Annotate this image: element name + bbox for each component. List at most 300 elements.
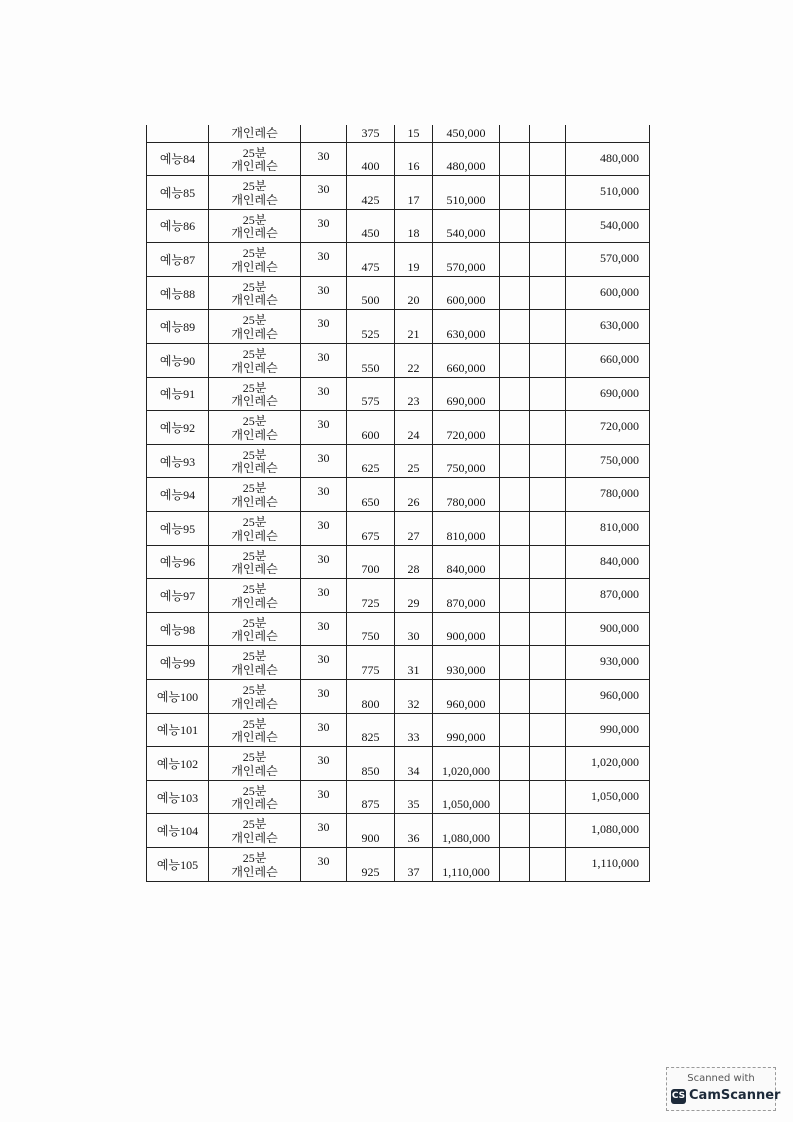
lesson-duration: 25분	[242, 750, 267, 765]
empty-cell	[500, 478, 530, 512]
lesson-duration: 25분	[242, 212, 267, 227]
lesson-duration: 25분	[242, 145, 267, 160]
total-value: 1,050,000	[591, 788, 639, 803]
points-value: 725	[361, 595, 380, 610]
amount-value: 570,000	[446, 259, 486, 274]
members-cell	[301, 680, 347, 714]
code-cell	[147, 243, 209, 277]
members-cell	[301, 847, 347, 881]
row-code: 예능102	[156, 756, 199, 771]
points-cell	[347, 411, 395, 445]
amount-cell	[433, 176, 500, 210]
total-value: 540,000	[600, 217, 639, 232]
months-value: 25	[407, 461, 420, 476]
members-cell	[301, 579, 347, 613]
months-cell	[395, 847, 433, 881]
amount-cell	[433, 411, 500, 445]
points-cell	[347, 377, 395, 411]
row-code: 예능104	[156, 824, 199, 839]
amount-value: 630,000	[446, 327, 486, 342]
lesson-duration: 25분	[242, 246, 267, 261]
points-cell	[347, 545, 395, 579]
total-cell	[566, 125, 650, 142]
watermark-caption: Scanned with	[687, 1073, 755, 1084]
amount-value: 840,000	[446, 562, 486, 577]
table-row	[147, 579, 650, 613]
points-cell	[347, 478, 395, 512]
empty-cell	[500, 780, 530, 814]
points-cell	[347, 310, 395, 344]
code-cell	[147, 713, 209, 747]
row-code: 예능86	[159, 219, 196, 234]
members-value: 30	[317, 853, 330, 868]
table-row	[147, 344, 650, 378]
empty-cell	[500, 579, 530, 613]
members-value: 30	[317, 719, 330, 734]
type-cell	[209, 545, 301, 579]
points-value: 600	[361, 427, 380, 442]
members-value: 30	[317, 282, 330, 297]
code-cell	[147, 512, 209, 546]
lesson-type: 개인레슨	[231, 495, 278, 510]
table-row	[147, 545, 650, 579]
type-cell	[209, 344, 301, 378]
empty-cell	[500, 646, 530, 680]
code-cell	[147, 276, 209, 310]
table-row	[147, 646, 650, 680]
lesson-type: 개인레슨	[231, 663, 278, 677]
amount-value: 480,000	[446, 159, 486, 174]
code-cell	[147, 747, 209, 781]
members-cell	[301, 814, 347, 848]
months-value: 34	[407, 763, 420, 778]
amount-cell	[433, 847, 500, 881]
empty-cell	[500, 377, 530, 411]
empty-cell	[530, 377, 566, 411]
points-value: 550	[361, 360, 380, 375]
table-row	[147, 142, 650, 176]
members-value: 30	[317, 686, 330, 700]
members-cell	[301, 713, 347, 747]
amount-cell	[433, 243, 500, 277]
lesson-type: 개인레슨	[231, 226, 278, 241]
type-cell	[209, 780, 301, 814]
empty-cell	[530, 612, 566, 646]
total-cell	[566, 512, 650, 546]
months-value: 17	[407, 192, 420, 207]
amount-cell	[433, 344, 500, 378]
months-value: 20	[407, 293, 420, 308]
months-cell	[395, 377, 433, 411]
empty-cell	[500, 847, 530, 881]
lesson-type: 개인레슨	[231, 427, 278, 442]
amount-value: 720,000	[446, 427, 486, 442]
empty-cell	[500, 512, 530, 546]
type-cell	[209, 512, 301, 546]
empty-cell	[530, 680, 566, 714]
months-cell	[395, 243, 433, 277]
members-value: 30	[317, 820, 330, 835]
members-cell	[301, 125, 347, 142]
lesson-type: 개인레슨	[231, 830, 278, 845]
points-value: 575	[361, 394, 380, 409]
members-cell	[301, 344, 347, 378]
table-row	[147, 780, 650, 814]
row-code: 예능100	[156, 689, 199, 704]
row-code: 예능88	[159, 286, 196, 301]
months-cell	[395, 276, 433, 310]
lesson-duration: 25분	[242, 179, 267, 194]
points-cell	[347, 814, 395, 848]
type-cell	[209, 747, 301, 781]
members-cell	[301, 142, 347, 176]
points-cell	[347, 680, 395, 714]
empty-cell	[530, 142, 566, 176]
table-row	[147, 847, 650, 881]
lesson-duration: 25분	[242, 649, 267, 664]
total-value: 1,110,000	[591, 855, 639, 870]
members-cell	[301, 612, 347, 646]
total-cell	[566, 612, 650, 646]
members-value: 30	[317, 450, 330, 465]
months-cell	[395, 344, 433, 378]
members-value: 30	[317, 618, 330, 633]
members-value: 30	[317, 786, 330, 801]
months-value: 28	[407, 562, 420, 577]
members-cell	[301, 478, 347, 512]
lesson-type: 개인레슨	[231, 192, 278, 207]
row-code: 예능91	[159, 387, 196, 402]
points-cell	[347, 780, 395, 814]
points-value: 375	[361, 125, 380, 140]
amount-value: 540,000	[446, 226, 486, 241]
type-cell	[209, 310, 301, 344]
empty-cell	[500, 814, 530, 848]
members-value: 30	[317, 148, 330, 163]
row-code: 예능101	[156, 723, 199, 738]
amount-value: 930,000	[446, 663, 486, 677]
type-cell	[209, 377, 301, 411]
code-cell	[147, 680, 209, 714]
members-cell	[301, 512, 347, 546]
fee-table	[146, 125, 650, 882]
table-row-partial	[147, 125, 650, 142]
amount-value: 600,000	[446, 293, 486, 308]
points-value: 750	[361, 629, 380, 644]
months-value: 37	[407, 864, 420, 879]
total-cell	[566, 646, 650, 680]
total-value: 1,020,000	[591, 755, 639, 770]
amount-cell	[433, 646, 500, 680]
empty-cell	[500, 713, 530, 747]
total-value: 810,000	[600, 520, 639, 535]
total-cell	[566, 344, 650, 378]
amount-value: 1,050,000	[442, 797, 490, 812]
points-value: 400	[361, 159, 380, 174]
total-value: 720,000	[600, 419, 639, 434]
amount-cell	[433, 142, 500, 176]
lesson-duration: 25분	[242, 817, 267, 832]
months-cell	[395, 444, 433, 478]
empty-cell	[500, 545, 530, 579]
type-cell	[209, 478, 301, 512]
total-cell	[566, 814, 650, 848]
months-value: 18	[407, 226, 420, 241]
months-cell	[395, 713, 433, 747]
total-value: 750,000	[600, 452, 639, 467]
members-value: 30	[317, 182, 330, 197]
row-code: 예능93	[159, 454, 196, 469]
lesson-type: 개인레슨	[231, 259, 278, 274]
members-cell	[301, 243, 347, 277]
points-value: 625	[361, 461, 380, 476]
table-row	[147, 377, 650, 411]
empty-cell	[530, 646, 566, 680]
total-cell	[566, 411, 650, 445]
code-cell	[147, 176, 209, 210]
months-value: 23	[407, 394, 420, 409]
points-value: 800	[361, 696, 380, 711]
total-value: 600,000	[600, 284, 639, 299]
code-cell	[147, 444, 209, 478]
lesson-duration: 25분	[242, 347, 267, 362]
table-row	[147, 444, 650, 478]
amount-cell	[433, 713, 500, 747]
lesson-duration: 25분	[242, 380, 267, 395]
empty-cell	[530, 176, 566, 210]
total-cell	[566, 847, 650, 881]
lesson-type: 개인레슨	[231, 864, 278, 879]
amount-cell	[433, 478, 500, 512]
points-value: 850	[361, 763, 380, 778]
code-cell	[147, 310, 209, 344]
lesson-type: 개인레슨	[231, 696, 278, 711]
lesson-duration: 25분	[242, 279, 267, 294]
members-value: 30	[317, 551, 330, 566]
table-row	[147, 176, 650, 210]
table-row	[147, 713, 650, 747]
lesson-duration: 25분	[242, 683, 267, 697]
months-cell	[395, 478, 433, 512]
total-cell	[566, 209, 650, 243]
total-cell	[566, 579, 650, 613]
members-cell	[301, 176, 347, 210]
amount-cell	[433, 310, 500, 344]
code-cell	[147, 545, 209, 579]
members-cell	[301, 209, 347, 243]
empty-cell	[530, 579, 566, 613]
months-cell	[395, 209, 433, 243]
code-cell	[147, 344, 209, 378]
code-cell	[147, 847, 209, 881]
months-cell	[395, 176, 433, 210]
total-value: 900,000	[600, 620, 639, 635]
months-value: 32	[407, 696, 420, 711]
points-cell	[347, 713, 395, 747]
lesson-type: 개인레슨	[231, 394, 278, 409]
members-value: 30	[317, 417, 330, 432]
months-value: 24	[407, 427, 420, 442]
members-value: 30	[317, 484, 330, 499]
type-cell	[209, 125, 301, 142]
empty-cell	[530, 411, 566, 445]
lesson-duration: 25분	[242, 716, 267, 731]
points-cell	[347, 747, 395, 781]
months-cell	[395, 125, 433, 142]
empty-cell	[500, 176, 530, 210]
empty-cell	[530, 512, 566, 546]
type-cell	[209, 713, 301, 747]
months-value: 16	[407, 159, 420, 174]
watermark-brand: CamScanner	[689, 1088, 781, 1103]
lesson-type: 개인레슨	[231, 327, 278, 342]
months-cell	[395, 680, 433, 714]
empty-cell	[530, 747, 566, 781]
points-value: 825	[361, 730, 380, 745]
points-value: 450	[361, 226, 380, 241]
amount-value: 810,000	[446, 528, 486, 543]
amount-cell	[433, 125, 500, 142]
total-value: 990,000	[600, 721, 639, 736]
type-cell	[209, 411, 301, 445]
members-cell	[301, 780, 347, 814]
months-cell	[395, 814, 433, 848]
total-value: 510,000	[600, 184, 639, 199]
code-cell	[147, 209, 209, 243]
row-code: 예능85	[159, 185, 196, 200]
months-value: 30	[407, 629, 420, 644]
members-value: 30	[317, 383, 330, 398]
row-code: 예능105	[156, 857, 199, 872]
total-value: 840,000	[600, 553, 639, 568]
members-value: 30	[317, 316, 330, 331]
amount-value: 750,000	[446, 461, 486, 476]
amount-value: 900,000	[446, 629, 486, 644]
row-code: 예능95	[159, 521, 196, 536]
code-cell	[147, 411, 209, 445]
points-cell	[347, 612, 395, 646]
empty-cell	[530, 344, 566, 378]
code-cell	[147, 478, 209, 512]
total-cell	[566, 243, 650, 277]
empty-cell	[500, 125, 530, 142]
type-cell	[209, 612, 301, 646]
amount-value: 1,020,000	[442, 763, 490, 778]
amount-value: 450,000	[446, 125, 486, 140]
lesson-type: 개인레슨	[231, 528, 278, 543]
empty-cell	[530, 847, 566, 881]
table-row	[147, 209, 650, 243]
months-value: 27	[407, 528, 420, 543]
points-cell	[347, 512, 395, 546]
code-cell	[147, 612, 209, 646]
table-row	[147, 680, 650, 714]
empty-cell	[530, 444, 566, 478]
row-code: 예능89	[159, 320, 196, 335]
points-cell	[347, 847, 395, 881]
points-cell	[347, 176, 395, 210]
members-value: 30	[317, 350, 330, 365]
months-value: 33	[407, 730, 420, 745]
empty-cell	[500, 209, 530, 243]
code-cell	[147, 125, 209, 142]
total-cell	[566, 377, 650, 411]
points-value: 900	[361, 830, 380, 845]
lesson-type: 개인레슨	[231, 562, 278, 577]
type-cell	[209, 646, 301, 680]
row-code: 예능92	[159, 421, 196, 436]
code-cell	[147, 142, 209, 176]
type-cell	[209, 209, 301, 243]
empty-cell	[500, 680, 530, 714]
points-value: 875	[361, 797, 380, 812]
months-value: 22	[407, 360, 420, 375]
amount-cell	[433, 209, 500, 243]
points-value: 775	[361, 663, 380, 677]
amount-value: 1,110,000	[442, 864, 490, 879]
members-cell	[301, 747, 347, 781]
row-code: 예능99	[159, 656, 196, 671]
table-row	[147, 814, 650, 848]
amount-value: 660,000	[446, 360, 486, 375]
months-cell	[395, 310, 433, 344]
amount-value: 870,000	[446, 595, 486, 610]
code-cell	[147, 646, 209, 680]
months-value: 15	[407, 125, 420, 140]
lesson-type: 개인레슨	[231, 797, 278, 812]
empty-cell	[530, 209, 566, 243]
points-cell	[347, 243, 395, 277]
amount-value: 960,000	[446, 696, 486, 711]
lesson-type: 개인레슨	[231, 159, 278, 174]
members-cell	[301, 310, 347, 344]
total-cell	[566, 276, 650, 310]
table-row	[147, 276, 650, 310]
members-cell	[301, 545, 347, 579]
months-cell	[395, 411, 433, 445]
empty-cell	[530, 125, 566, 142]
empty-cell	[500, 444, 530, 478]
months-value: 21	[407, 327, 420, 342]
lesson-duration: 25분	[242, 615, 267, 630]
lesson-duration: 25분	[242, 481, 267, 496]
empty-cell	[530, 814, 566, 848]
table-row	[147, 411, 650, 445]
camscanner-logo-icon: CS	[671, 1089, 686, 1104]
points-value: 475	[361, 259, 380, 274]
empty-cell	[500, 411, 530, 445]
amount-cell	[433, 814, 500, 848]
members-value: 30	[317, 249, 330, 264]
total-value: 960,000	[600, 688, 639, 702]
months-cell	[395, 612, 433, 646]
amount-cell	[433, 276, 500, 310]
amount-value: 780,000	[446, 495, 486, 510]
amount-value: 1,080,000	[442, 830, 490, 845]
months-cell	[395, 545, 433, 579]
lesson-duration: 25분	[242, 515, 267, 530]
amount-cell	[433, 444, 500, 478]
points-cell	[347, 444, 395, 478]
empty-cell	[530, 545, 566, 579]
lesson-type: 개인레슨	[231, 730, 278, 745]
points-cell	[347, 142, 395, 176]
type-cell	[209, 243, 301, 277]
type-cell	[209, 579, 301, 613]
amount-value: 990,000	[446, 730, 486, 745]
table-row	[147, 747, 650, 781]
amount-value: 510,000	[446, 192, 486, 207]
